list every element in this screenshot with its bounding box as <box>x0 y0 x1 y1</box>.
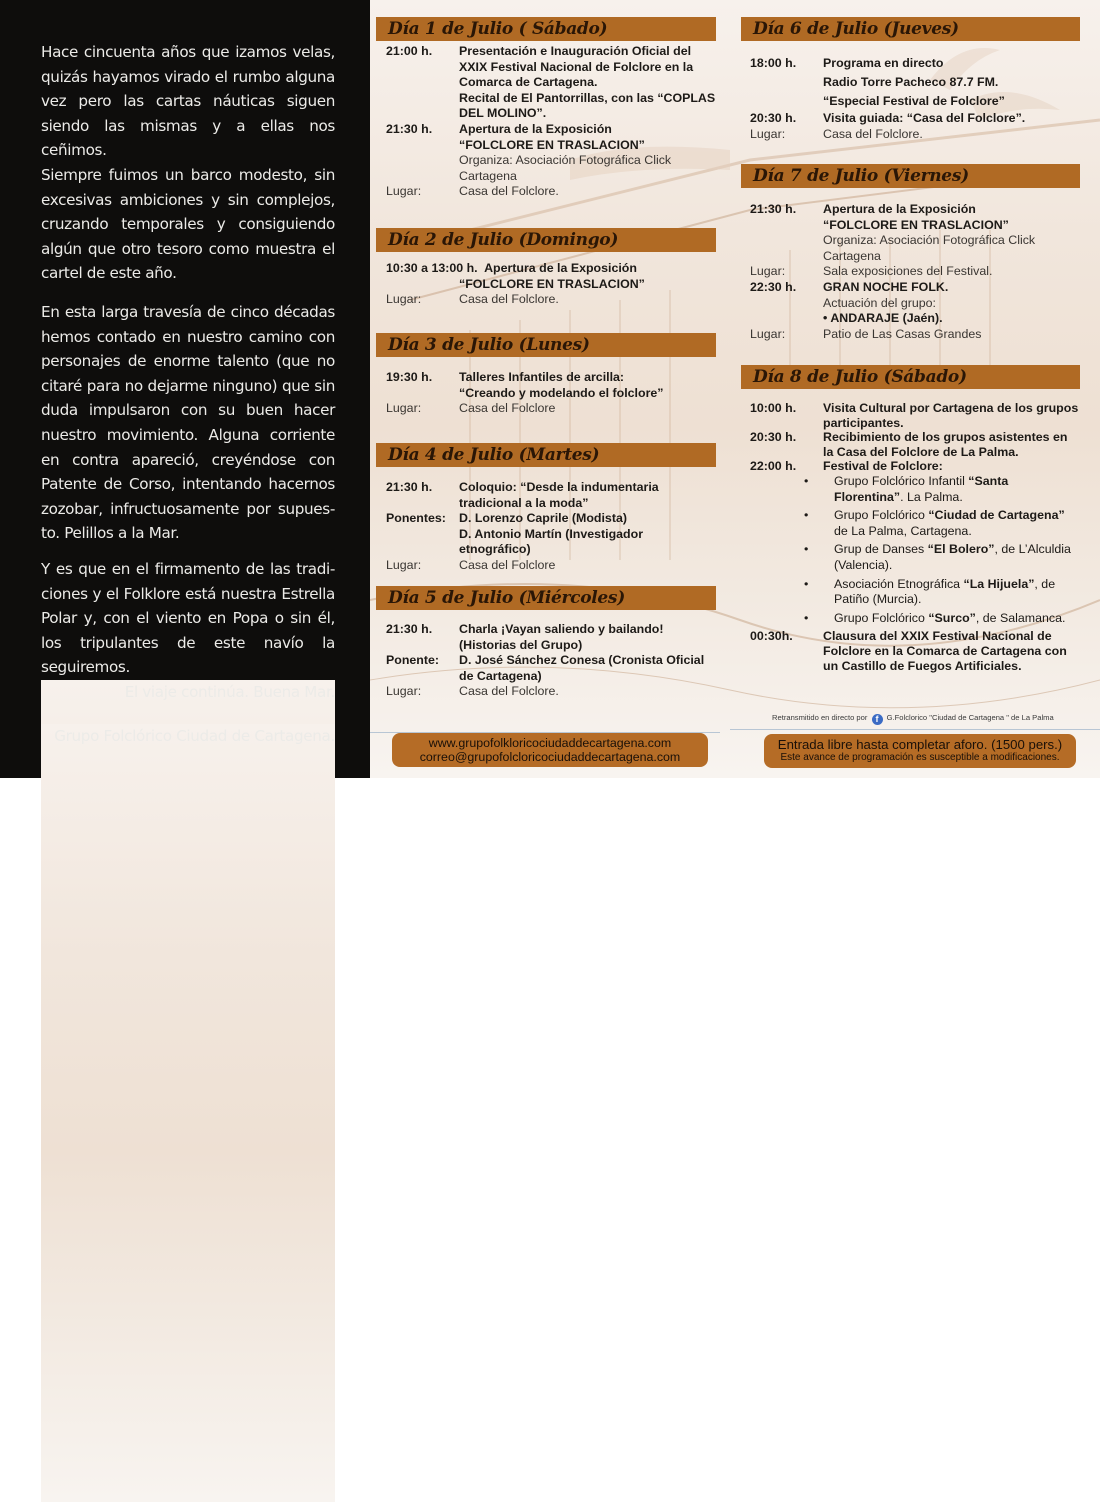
day-1-header: Día 1 de Julio ( Sábado) <box>376 17 716 41</box>
broadcast-note <box>772 713 1054 725</box>
day-5-events <box>386 622 716 700</box>
group-prefix: Grupo Folclórico <box>834 610 929 625</box>
email-link[interactable]: correo@grupofolcloricociudaddecartagena.com <box>419 750 681 764</box>
festival-group-item <box>802 508 1080 539</box>
organizer: Organiza: Asociación Fotográfica Click Cartagena <box>823 233 1036 263</box>
organizer: Organiza: Asociación Fotográfica Click Cartagena <box>459 153 672 183</box>
place-label: Lugar: <box>386 401 422 416</box>
festival-group-item <box>802 577 1080 608</box>
exhibition-title: “FOLCLORE EN TRASLACION” <box>459 276 645 291</box>
entry-info-box <box>764 734 1076 768</box>
group-name: “Surco” <box>928 610 976 625</box>
event-time: 22:30 h. <box>750 279 797 294</box>
day-3-events <box>386 370 716 417</box>
bullet-icon: • <box>804 508 809 523</box>
group-prefix: Grupo Folclórico <box>834 508 929 523</box>
place-value: Casa del Folclore. <box>823 126 923 141</box>
group-prefix: Asociación Etnográfica <box>834 576 964 591</box>
event-time: 21:00 h. <box>386 44 433 58</box>
event-time: 10:30 a 13:00 h. <box>386 261 478 275</box>
place-label: Lugar: <box>750 326 786 341</box>
event-time: 21:30 h. <box>386 121 433 136</box>
festival-group-item <box>802 542 1080 573</box>
group-suffix: , de Patiño (Murcia). <box>834 576 1056 607</box>
event-description: Visita guiada: “Casa del Folclore”. <box>823 111 1026 125</box>
event-time: 20:30 h. <box>750 430 797 445</box>
event-subtitle: Actuación del grupo: <box>823 295 936 310</box>
radio-program: “Especial Festival de Folclore” <box>823 94 1005 108</box>
event-time: 10:00 h. <box>750 401 797 415</box>
broadcast-prefix: Retransmitido en directo por <box>772 713 868 722</box>
group-name: “Ciudad de Cartagena” <box>928 508 1065 523</box>
event-description: Recital de El Pantorrillas, con las “COPLAS DEL MOLINO”. <box>459 90 716 121</box>
facebook-page-name[interactable]: G.Folclorico "Ciudad de Cartagena " de La Palma <box>886 713 1054 722</box>
group-name: “Santa Florentina” <box>834 473 1009 504</box>
event-text: Presentación e Inauguración Oficial del XXIX Festival Nacional de Folclore en la Comarca de Cartagena. <box>459 44 694 90</box>
event-description: Clausura del XXIX Festival Nacional de Folclore en la Comarca de Cartagena con un Castillo de Fuegos Artificiales. <box>823 629 1067 673</box>
intro-paragraph-2: Siempre fuimos un barco modesto, sin excesivas ambiciones y sin complejos, cruzando temporales y consiguiendo algún que otro tesoro como muestra el cartel de este año. <box>41 166 335 283</box>
group-suffix: de La Palma, Cartagena. <box>834 523 972 538</box>
disclaimer-text: Este avance de programación es susceptible a modificaciones. <box>780 752 1060 763</box>
day-6-events <box>750 54 1090 142</box>
speaker: D. Lorenzo Caprile (Modista) <box>459 511 627 526</box>
festival-groups-list <box>750 474 1080 626</box>
place-value: Casa del Folclore. <box>459 292 559 307</box>
event-description: Apertura de la Exposición <box>484 261 637 275</box>
speaker: D. Antonio Martín (Investigador etnográfico) <box>459 526 644 557</box>
event-time: 21:30 h. <box>386 480 433 494</box>
festival-group-item <box>802 611 1080 627</box>
event-description: Festival de Folclore: <box>823 459 943 474</box>
facebook-icon[interactable]: f <box>872 714 883 725</box>
place-value: Casa del Folclore <box>459 401 556 416</box>
speaker: D. José Sánchez Conesa (Cronista Oficial de Cartagena) <box>459 653 705 683</box>
day-8-header: Día 8 de Julio (Sábado) <box>741 365 1080 389</box>
event-time: 00:30h. <box>750 629 793 644</box>
event-description: Visita Cultural por Cartagena de los grupos participantes. <box>823 401 1079 430</box>
day-3-header: Día 3 de Julio (Lunes) <box>376 333 716 357</box>
website-link[interactable]: www.grupofolkloricociudaddecartagena.com <box>428 736 672 750</box>
divider <box>730 729 1100 730</box>
day-7-events <box>750 202 1090 342</box>
event-description: GRAN NOCHE FOLK. <box>823 279 949 294</box>
event-time: 20:30 h. <box>750 111 797 125</box>
day-8-events <box>750 401 1080 673</box>
contact-box <box>392 733 708 767</box>
place-value: Sala exposiciones del Festival. <box>823 264 993 279</box>
place-value: Casa del Folclore. <box>459 684 559 699</box>
group-suffix: . La Palma. <box>900 489 963 504</box>
intro-paragraph-4: Y es que en el firmamento de las tradi-ciones y el Folklore está nuestra Estrella Polar y, con el viento en Popa o sin él, los tripulantes de este navío la seguiremos. <box>41 560 335 677</box>
event-subtitle: “Creando y modelando el folclore” <box>459 385 664 400</box>
place-label: Lugar: <box>386 684 422 699</box>
day-2-events <box>386 261 716 308</box>
event-time: 18:00 h. <box>750 56 797 70</box>
bullet-icon: • <box>804 473 809 488</box>
event-description: Coloquio: “Desde la indumentaria tradicional a la moda” <box>459 480 659 510</box>
place-value: Casa del Folclore. <box>459 184 559 199</box>
place-label: Lugar: <box>386 184 422 199</box>
bullet-icon: • <box>804 542 809 557</box>
speakers-label: Ponentes: <box>386 511 446 526</box>
intro-closing: El viaje continúa. Buena Mar. <box>41 680 335 1458</box>
bullet-icon: • <box>804 610 809 625</box>
performer: • ANDARAJE (Jaén). <box>823 311 943 326</box>
place-value: Patio de Las Casas Grandes <box>823 326 982 341</box>
exhibition-title: “FOLCLORE EN TRASLACION” <box>459 137 645 152</box>
place-label: Lugar: <box>750 126 786 141</box>
group-prefix: Grup de Danses <box>834 542 928 557</box>
event-description: Apertura de la Exposición <box>459 121 612 136</box>
place-label: Lugar: <box>386 292 422 307</box>
day-7-header: Día 7 de Julio (Viernes) <box>741 164 1080 188</box>
event-time: 19:30 h. <box>386 370 433 384</box>
schedule-panel <box>370 0 1100 778</box>
event-description: Charla ¡Vayan saliendo y bailando! (Historias del Grupo) <box>459 622 664 652</box>
day-4-header: Día 4 de Julio (Martes) <box>376 443 716 467</box>
entry-text: Entrada libre hasta completar aforo. (1500 pers.) <box>777 737 1063 752</box>
intro-paragraph-1: Hace cincuenta años que izamos velas, quizás hayamos virado el rumbo alguna vez pero las cartas náuticas siguen siendo las mismas y a ellas nos ceñimos. <box>41 43 335 160</box>
group-suffix: , de Salamanca. <box>975 610 1066 625</box>
place-label: Lugar: <box>386 557 422 572</box>
event-description <box>386 44 716 91</box>
radio-station: Radio Torre Pacheco 87.7 FM. <box>823 75 999 89</box>
bullet-icon: • <box>804 576 809 591</box>
day-6-header: Día 6 de Julio (Jueves) <box>741 17 1080 41</box>
festival-group-item <box>802 474 1080 505</box>
place-label: Lugar: <box>750 264 786 279</box>
event-time: 22:00 h. <box>750 459 797 474</box>
day-5-header: Día 5 de Julio (Miércoles) <box>376 586 716 610</box>
exhibition-title: “FOLCLORE EN TRASLACION” <box>823 217 1009 232</box>
place-value: Casa del Folclore <box>459 557 556 572</box>
event-description: Talleres Infantiles de arcilla: <box>459 370 625 384</box>
intro-panel <box>0 0 370 778</box>
event-description: Recibimiento de los grupos asistentes en la Casa del Folclore de La Palma. <box>823 430 1068 459</box>
day-2-header: Día 2 de Julio (Domingo) <box>376 228 716 252</box>
intro-paragraph-3: En esta larga travesía de cinco décadas hemos contado en nuestro camino con personajes de enorme talento (que no citaré para no dejarme ninguno) que sin duda impulsaron con su buen hacer nuestro movimiento. Alguna corriente en contra apareció, creyéndose con Patente de Corso, intentando hacernos zozobar, infructuosamente por supues-to. Pelillos a la Mar. <box>41 303 335 543</box>
event-time: 21:30 h. <box>750 202 797 216</box>
group-name: “El Bolero” <box>927 542 995 557</box>
group-suffix: , de L’Alculdia (Valencia). <box>834 542 1071 572</box>
group-prefix: Grupo Folclórico Infantil <box>834 473 969 488</box>
event-description: Apertura de la Exposición <box>823 202 976 216</box>
event-description: Programa en directo <box>823 56 944 70</box>
day-1-events <box>386 44 716 200</box>
event-time: 21:30 h. <box>386 622 433 636</box>
day-4-events <box>386 480 716 574</box>
speaker-label: Ponente: <box>386 653 440 668</box>
intro-signature: Grupo Folclórico Ciudad de Cartagena. <box>41 724 335 1502</box>
group-name: “La Hijuela” <box>963 576 1035 591</box>
